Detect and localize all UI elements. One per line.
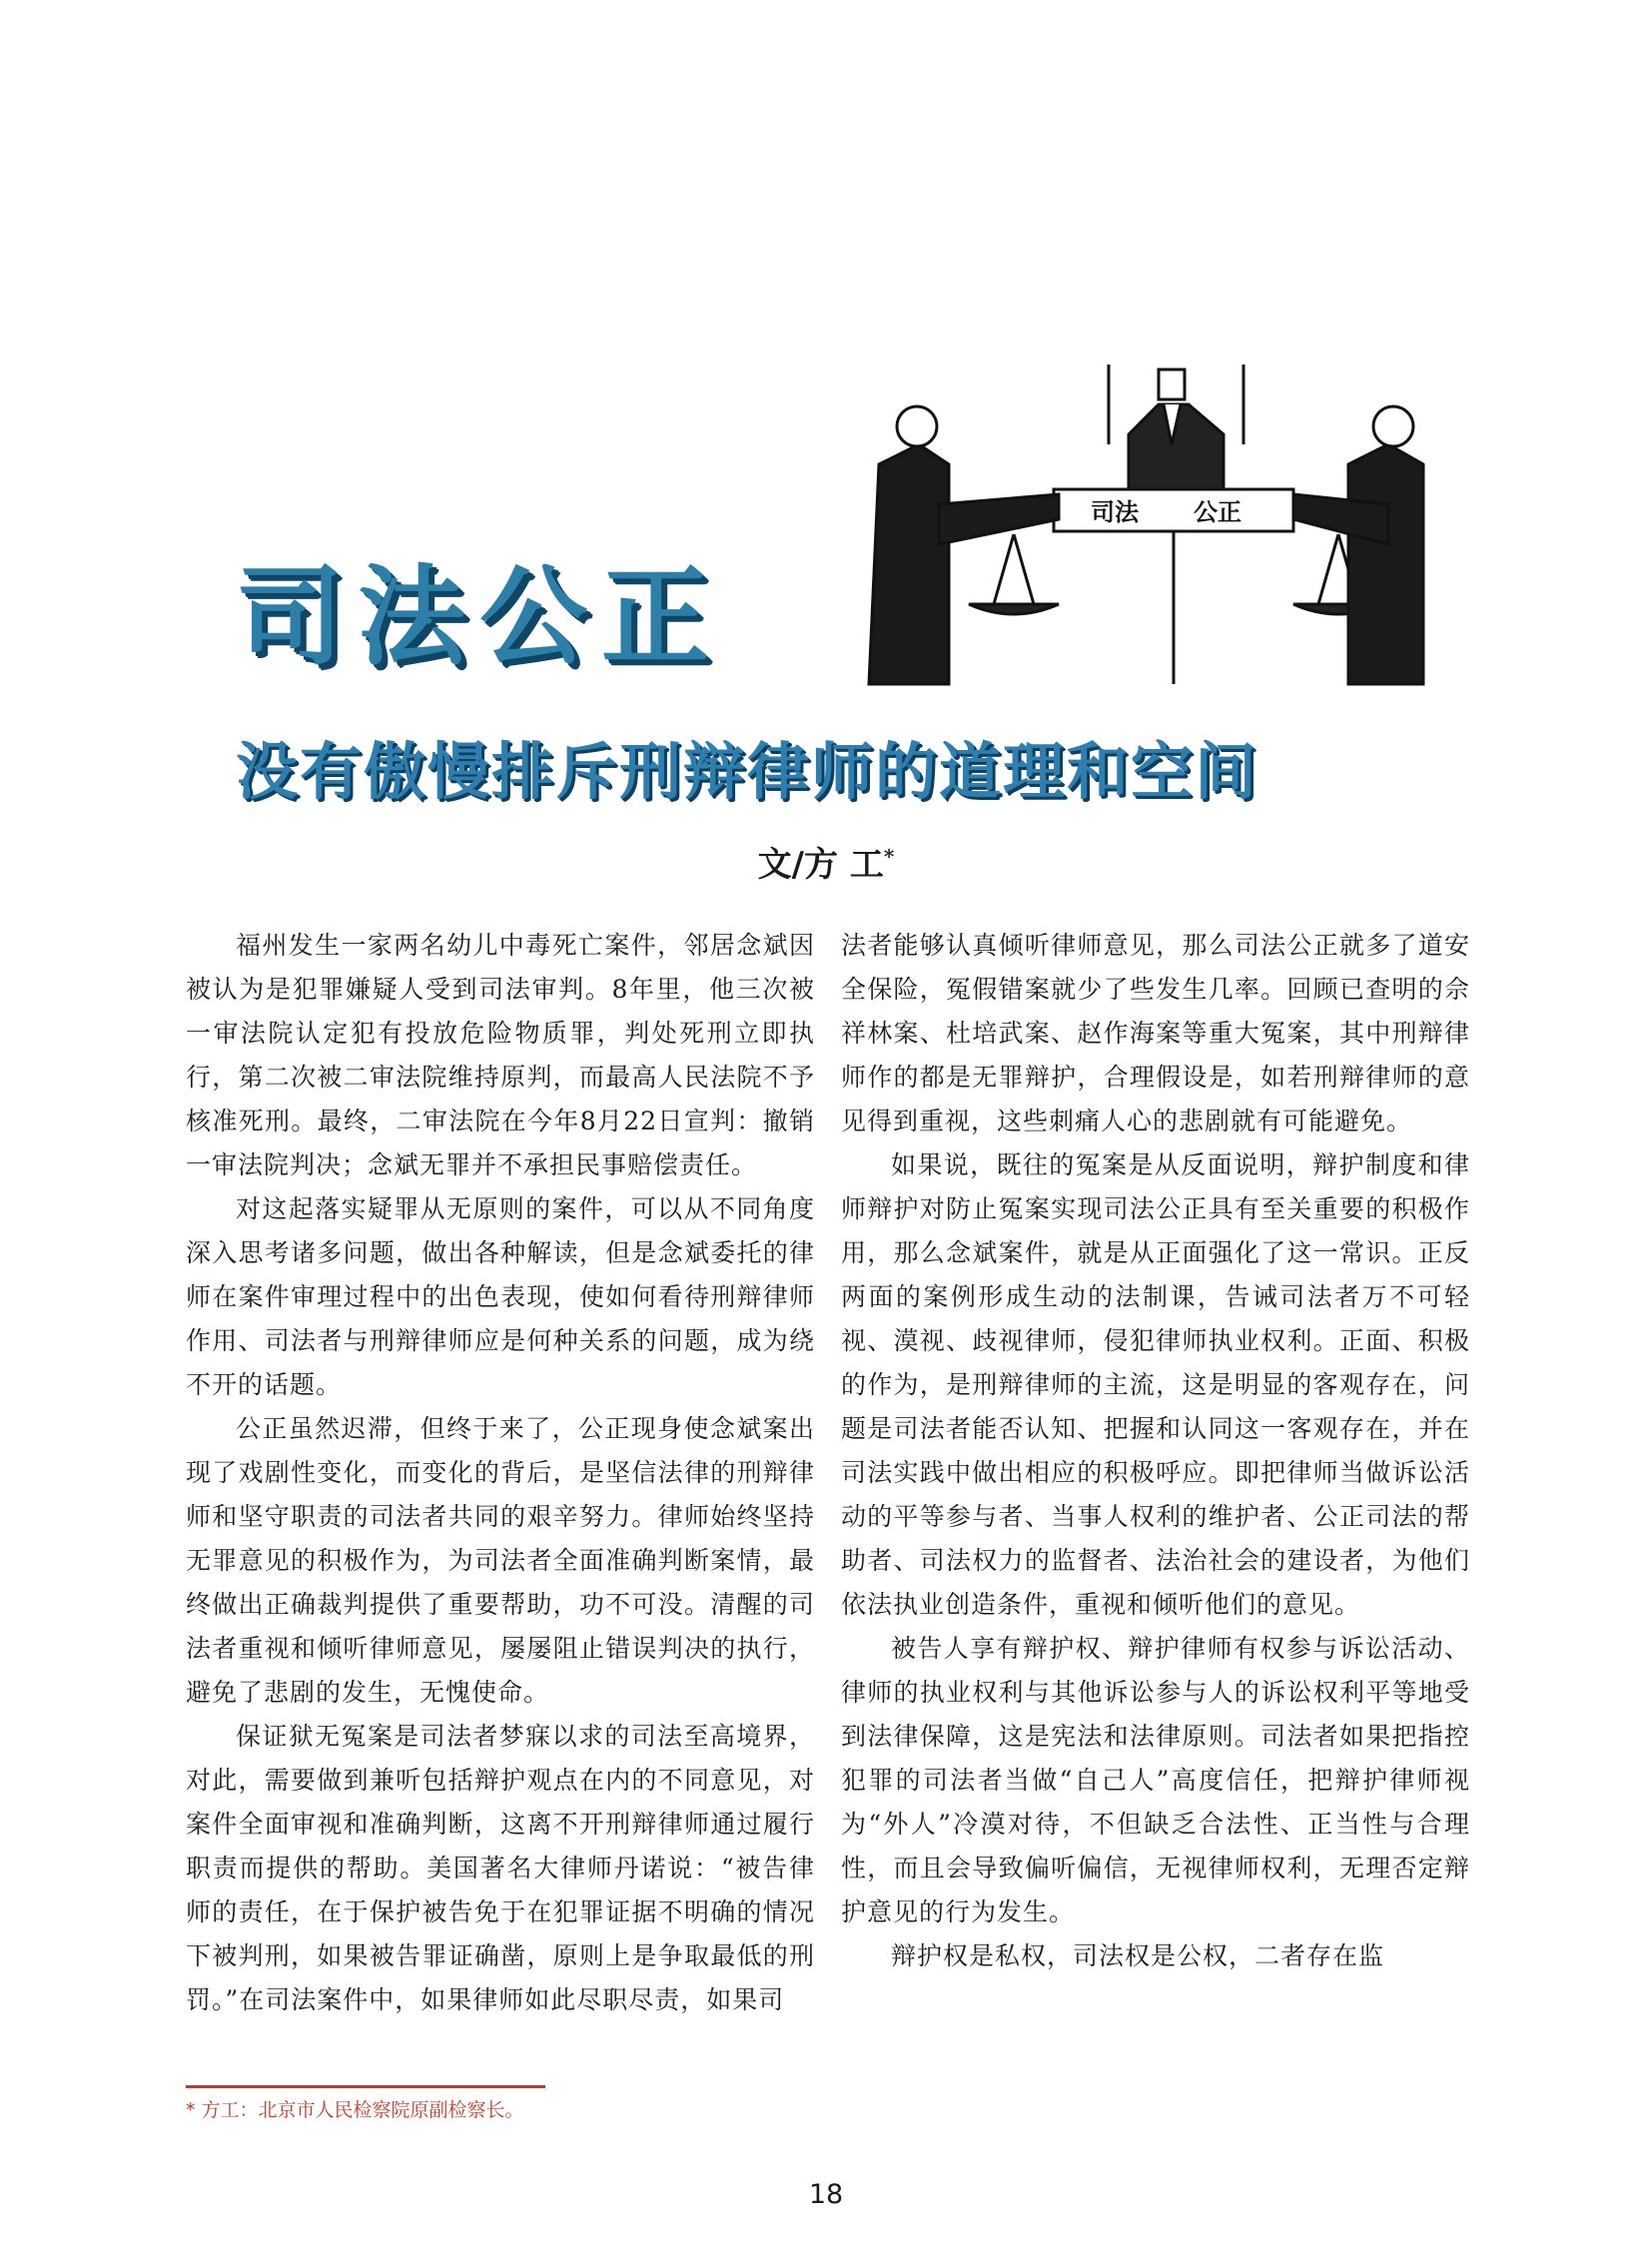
paragraph: 法者能够认真倾听律师意见，那么司法公正就多了道安全保险，冤假错案就少了些发生几率。回顾已查明的佘祥林案、杜培武案、赵作海案等重大冤案，其中刑辩律师作的都是无罪辩护，合理假设是，如若刑辩律师的意见得到重视，这些刺痛人心的悲剧就有可能避免。 (841, 931, 1470, 1135)
byline (0, 837, 1652, 886)
article-title: 司法公正 (236, 555, 724, 680)
scale-label-left: 司法 (1091, 498, 1139, 526)
footnote-divider (186, 2085, 545, 2088)
judge-figure (1109, 365, 1243, 504)
paragraph: 被告人享有辩护权、辩护律师有权参与诉讼活动、律师的执业权利与其他诉讼参与人的诉讼权利平等地受到法律保障，这是宪法和法律原则。司法者如果把指控犯罪的司法者当做“自己人”高度信任，把辩护律师视为“外人”冷漠对待，不但缺乏合法性、正当性与合理性，而且会导致偏听偏信，无视律师权利，无理否定辩护意见的行为发生。 (841, 1634, 1470, 1926)
justice-scale-illustration (829, 355, 1428, 714)
page-number: 18 (808, 2179, 844, 2210)
paragraph: 福州发生一家两名幼儿中毒死亡案件，邻居念斌因被认为是犯罪嫌疑人受到司法审判。8年里，他三次被一审法院认定犯有投放危险物质罪，判处死刑立即执行，第二次被二审法院维持原判，而最高人民法院不予核准死刑。最终，二审法院在今年8月22日宣判：撤销一审法院判决；念斌无罪并不承担民事赔偿责任。 (186, 931, 815, 1179)
article-subtitle: 没有傲慢排斥刑辩律师的道理和空间 (236, 735, 1259, 808)
author-name: 文/方 工 (757, 845, 884, 885)
paragraph: 公正虽然迟滞，但终于来了，公正现身使念斌案出现了戏剧性变化，而变化的背后，是坚信法律的刑辩律师和坚守职责的司法者共同的艰辛努力。律师始终坚持无罪意见的积极作为，为司法者全面准确判断案情，最终做出正确裁判提供了重要帮助，功不可没。清醒的司法者重视和倾听律师意见，屡屡阻止错误判决的执行，避免了悲剧的发生，无愧使命。 (186, 1414, 815, 1707)
left-lawyer-figure (869, 406, 1059, 684)
left-column (186, 924, 815, 2022)
right-column (841, 924, 1470, 1978)
paragraph: 对这起落实疑罪从无原则的案件，可以从不同角度深入思考诸多问题，做出各种解读，但是念斌委托的律师在案件审理过程中的出色表现，使如何看待刑辩律师作用、司法者与刑辩律师应是何种关系的问题，成为绕不开的话题。 (186, 1194, 815, 1399)
paragraph: 如果说，既往的冤案是从反面说明，辩护制度和律师辩护对防止冤案实现司法公正具有至关重要的积极作用，那么念斌案件，就是从正面强化了这一常识。正反两面的案例形成生动的法制课，告诫司法者万不可轻视、漠视、歧视律师，侵犯律师执业权利。正面、积极的作为，是刑辩律师的主流，这是明显的客观存在，问题是司法者能否认知、把握和认同这一客观存在，并在司法实践中做出相应的积极呼应。即把律师当做诉讼活动的平等参与者、当事人权利的维护者、公正司法的帮助者、司法权力的监督者、法治社会的建设者，为他们依法执业创造条件，重视和倾听他们的意见。 (841, 1150, 1470, 1619)
footnote-marker: * (883, 844, 895, 869)
paragraph: 保证狱无冤案是司法者梦寐以求的司法至高境界，对此，需要做到兼听包括辩护观点在内的不同意见，对案件全面审视和准确判断，这离不开刑辩律师通过履行职责而提供的帮助。美国著名大律师丹诺说：“被告律师的责任，在于保护被告免于在犯罪证据不明确的情况下被判刑，如果被告罪证确凿，原则上是争取最低的刑罚。”在司法案件中，如果律师如此尽职尽责，如果司 (186, 1722, 815, 2014)
right-lawyer-figure (1293, 406, 1423, 684)
footnote: * 方工：北京市人民检察院原副检察长。 (186, 2099, 524, 2121)
scale-label-right: 公正 (1194, 498, 1241, 526)
paragraph: 辩护权是私权，司法权是公权，二者存在监 (891, 1941, 1385, 1970)
